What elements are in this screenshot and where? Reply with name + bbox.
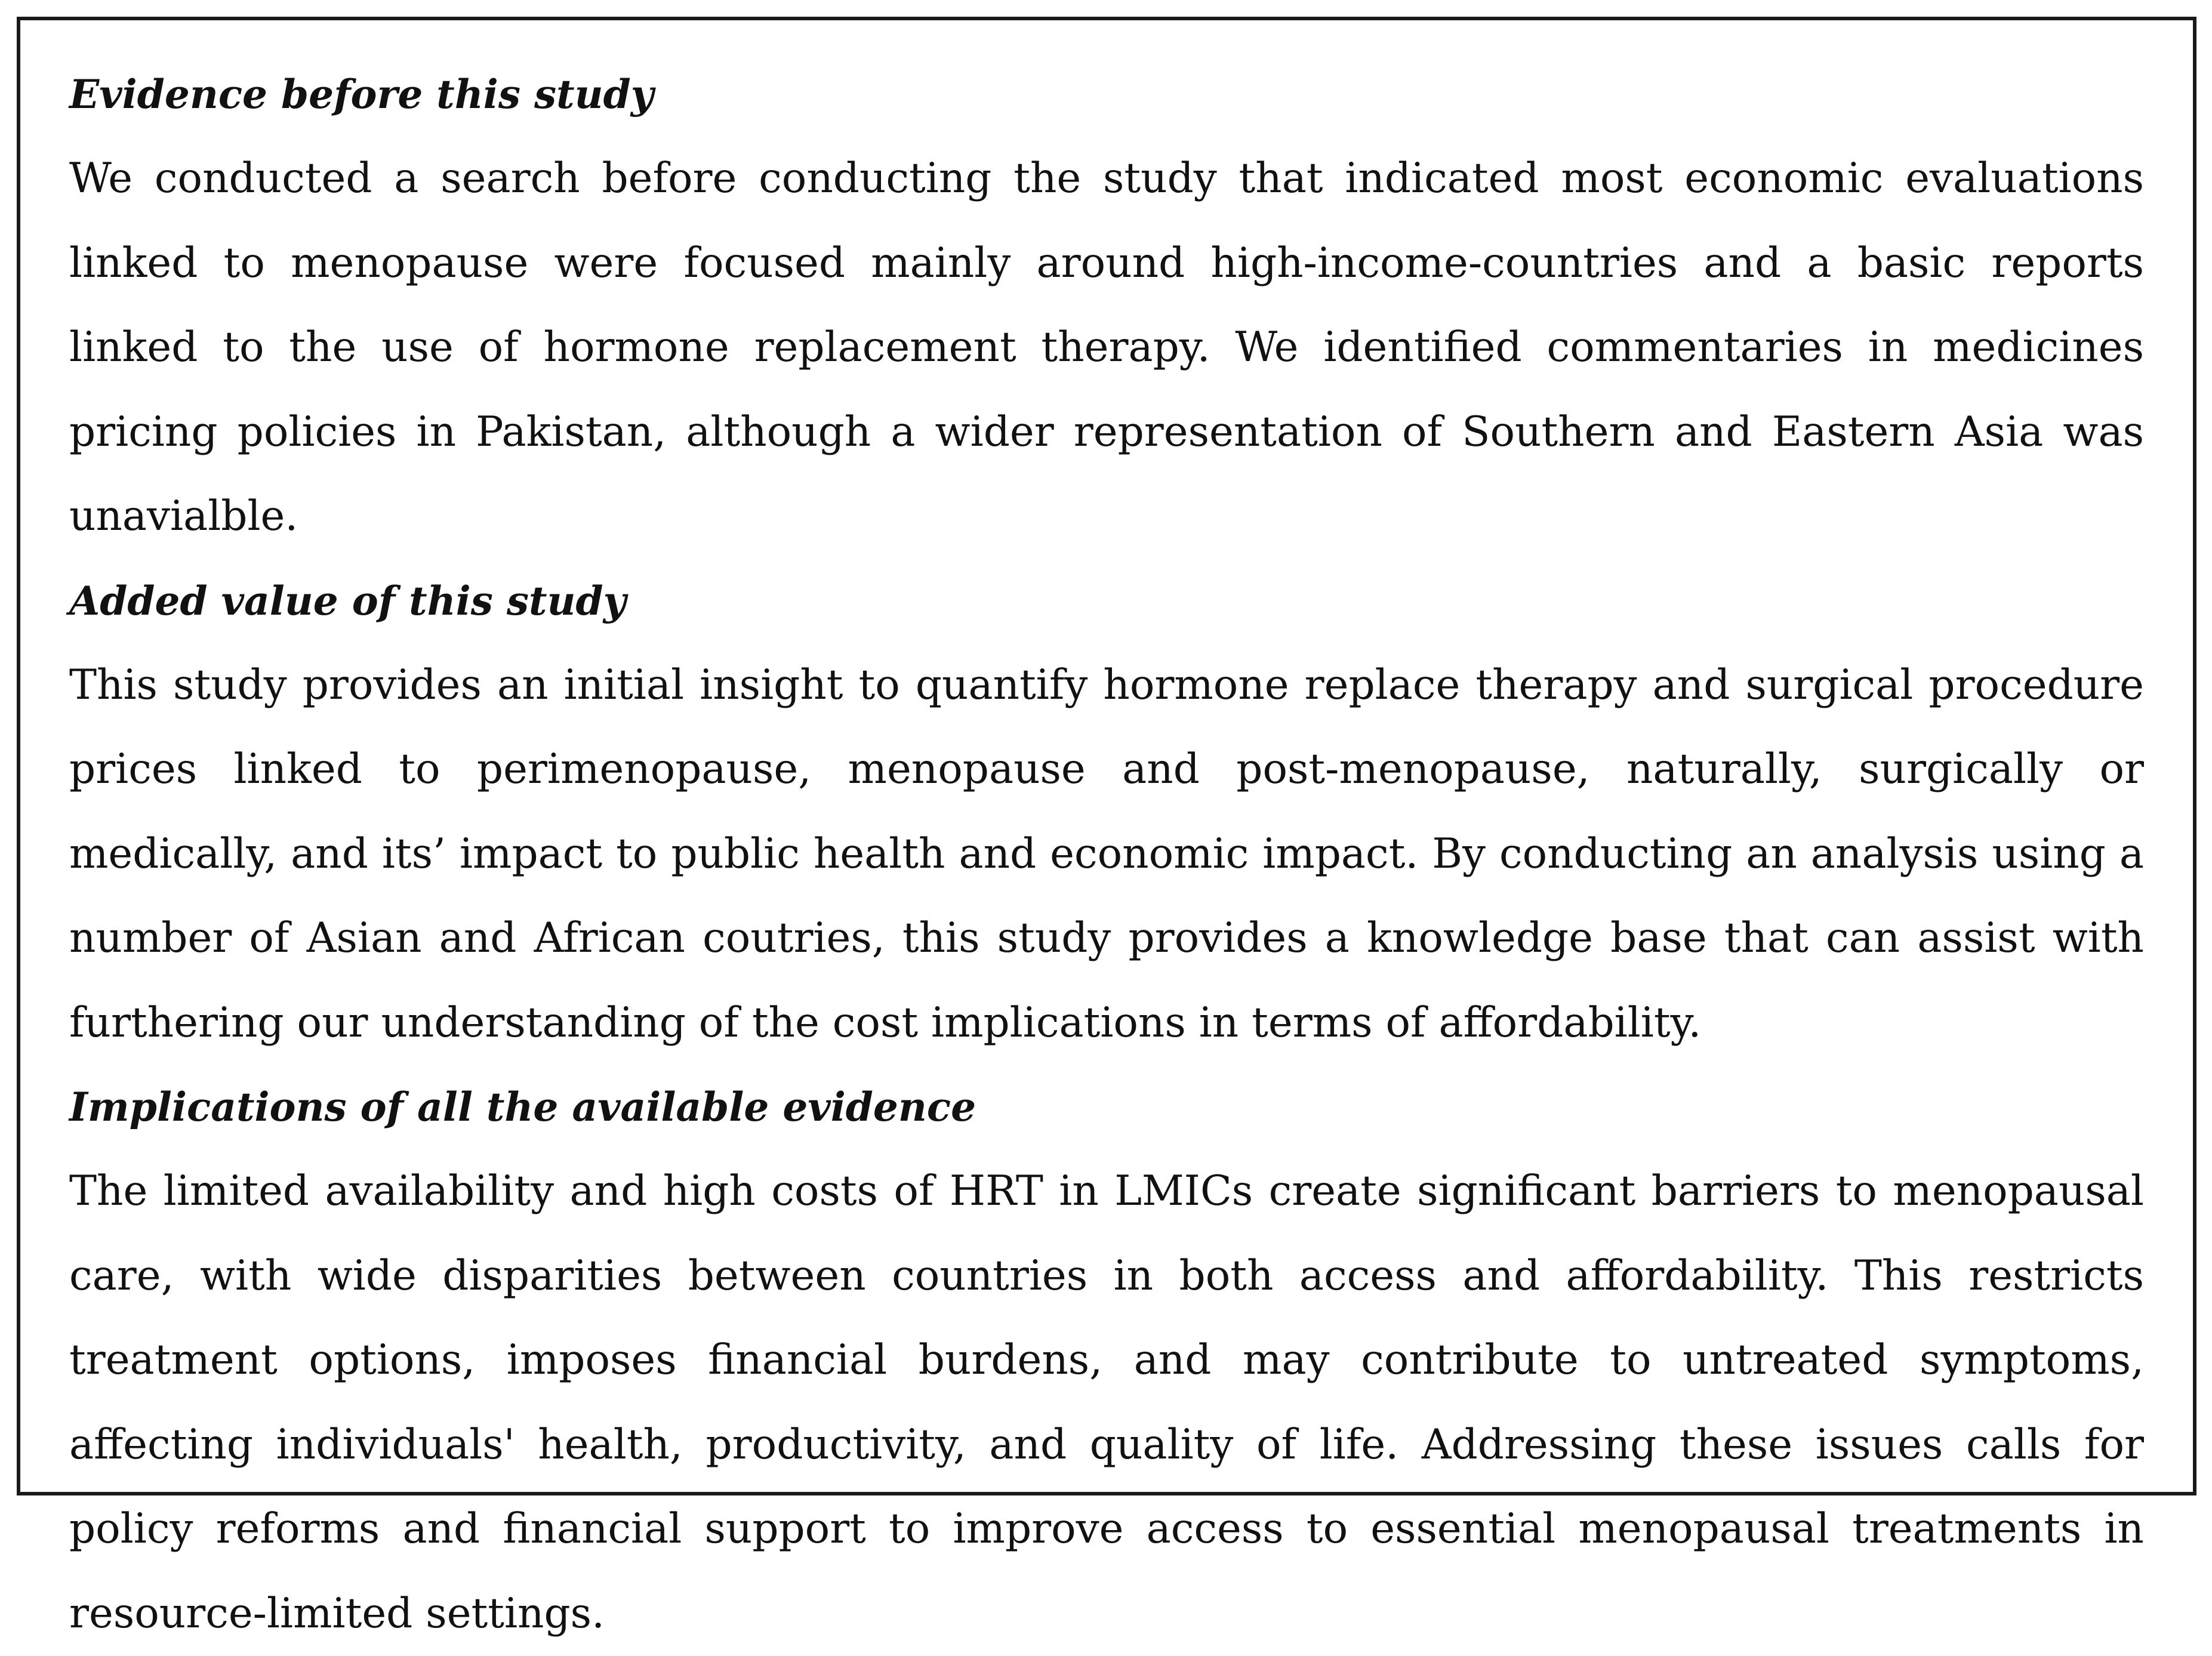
section-heading-implications: Implications of all the available evidence xyxy=(69,1084,976,1130)
section-body-added-value: This study provides an initial insight to quantify hormone replace therapy and surgical procedure prices linked to perimenopause, menopause and post-menopause, naturally, surgically or medically, and its’ impact to public health and economic impact. By conducting an analysis using a number of Asian and African coutries, this study provides a knowledge base that can assist with furthering our understanding of the cost implications in terms of affordability. xyxy=(69,661,2144,1047)
implications-section xyxy=(69,1065,2144,1656)
evidence-section xyxy=(69,53,2144,559)
research-in-context-panel xyxy=(17,17,2196,1638)
added-value-section xyxy=(69,559,2144,1066)
section-heading-added-value: Added value of this study xyxy=(69,577,626,624)
section-heading-evidence: Evidence before this study xyxy=(69,71,654,118)
section-body-evidence: We conducted a search before conducting the study that indicated most economic evaluations linked to menopause were focused mainly around high-income-countries and a basic reports linked to the use of hormone replacement therapy. We identified commentaries in medicines pricing policies in Pakistan, although a wider representation of Southern and Eastern Asia was unavialble. xyxy=(69,155,2144,540)
section-body-implications: The limited availability and high costs of HRT in LMICs create significant barriers to menopausal care, with wide disparities between countries in both access and affordability. This restricts treatment options, imposes financial burdens, and may contribute to untreated symptoms, affecting individuals' health, productivity, and quality of life. Addressing these issues calls for policy reforms and financial support to improve access to essential menopausal treatments in resource-limited settings. xyxy=(69,1167,2144,1638)
